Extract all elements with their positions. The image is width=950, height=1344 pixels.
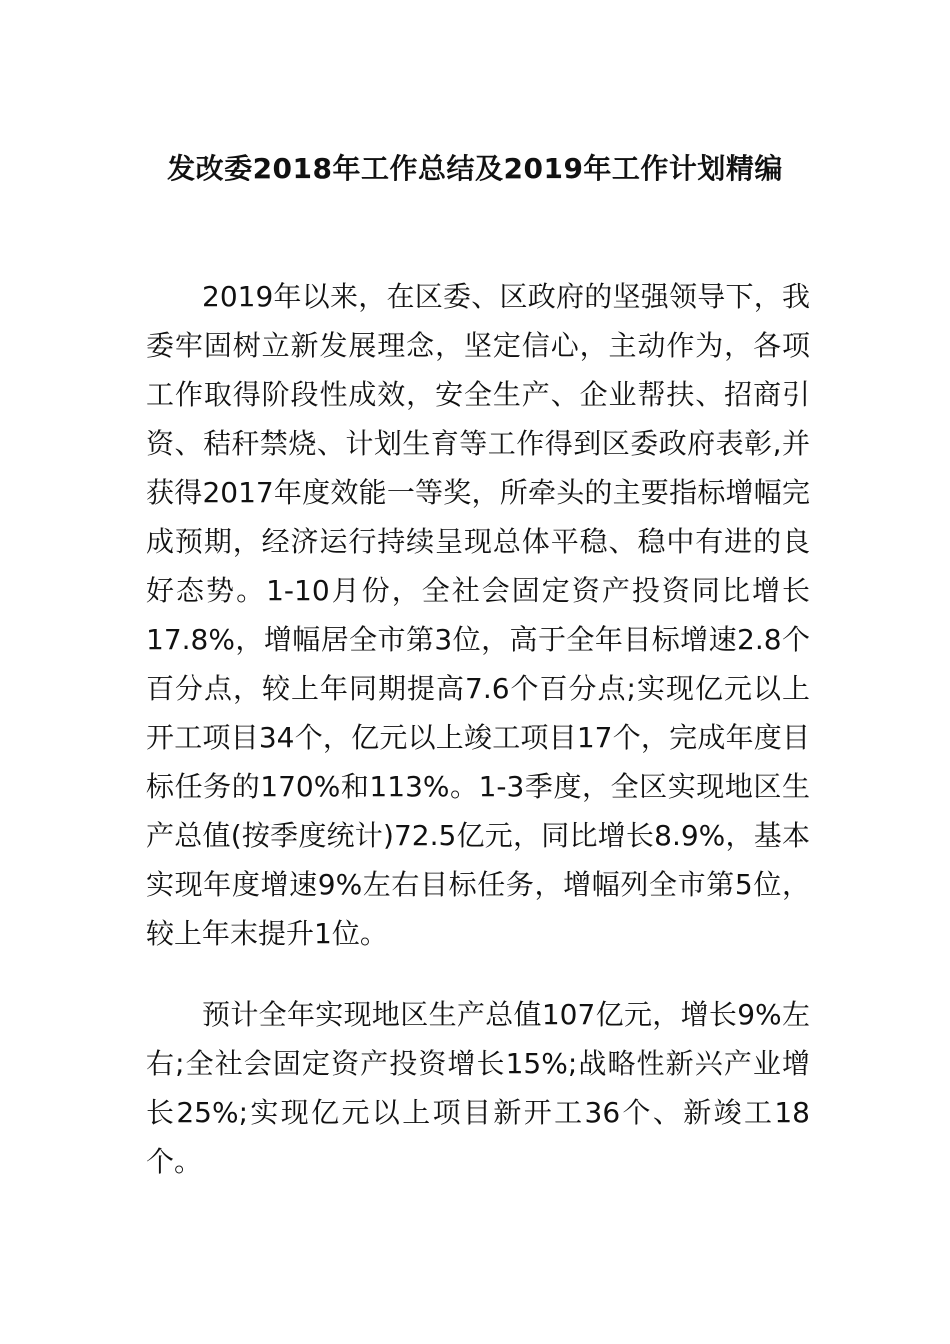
document-title: 发改委2018年工作总结及2019年工作计划精编 <box>167 151 783 185</box>
body-paragraph-2: 预计全年实现地区生产总值107亿元，增长9%左右;全社会固定资产投资增长15%;战略性新兴产业增长25%;实现亿元以上项目新开工36个、新竣工18个。 <box>146 998 810 1178</box>
body-paragraph-1: 2019年以来，在区委、区政府的坚强领导下，我委牢固树立新发展理念，坚定信心，主动作为，各项工作取得阶段性成效，安全生产、企业帮扶、招商引资、秸秆禁烧、计划生育等工作得到区委政府表彰,并获得2017年度效能一等奖，所牵头的主要指标增幅完成预期，经济运行持续呈现总体平稳、稳中有进的良好态势。1-10月份，全社会固定资产投资同比增长17.8%，增幅居全市第3位，高于全年目标增速2.8个百分点，较上年同期提高7.6个百分点;实现亿元以上开工项目34个，亿元以上竣工项目17个，完成年度目标任务的170%和113%。1-3季度，全区实现地区生产总值(按季度统计)72.5亿元，同比增长8.9%，基本实现年度增速9%左右目标任务，增幅列全市第5位，较上年末提升1位。 <box>146 280 810 950</box>
